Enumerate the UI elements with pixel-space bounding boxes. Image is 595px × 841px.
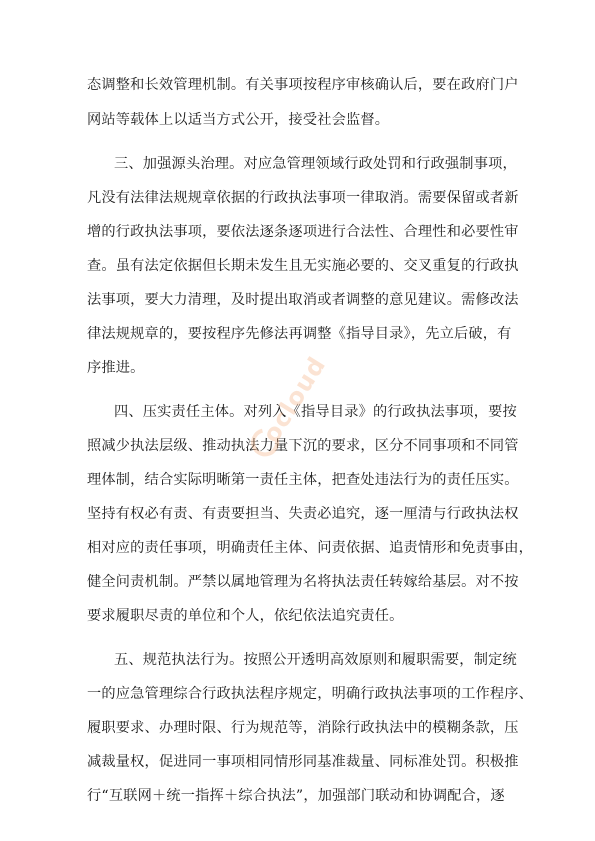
body-text-line: 坚持有权必有责、有责要担当、失责必追究，逐一厘清与行政执法权 — [87, 506, 519, 522]
paragraph-4-heading-line: 四、压实责任主体。对列入《指导目录》的行政执法事项，要按 — [114, 404, 517, 420]
body-text-line: 履职要求、办理时限、行为规范等，消除行政执法中的模糊条款，压 — [87, 720, 519, 736]
body-text-line: 序推进。 — [87, 360, 145, 376]
body-text-line: 法事项，要大力清理，及时提出取消或者调整的意见建议。需修改法 — [87, 292, 519, 308]
body-text-line: 要求履职尽责的单位和个人，依纪依法追究责任。 — [87, 608, 404, 624]
body-text-line: 照减少执法层级、推动执法力量下沉的要求，区分不同事项和不同管 — [87, 438, 519, 454]
body-text-line: 网站等载体上以适当方式公开，接受社会监督。 — [87, 112, 390, 128]
body-text-line: 凡没有法律法规规章依据的行政执法事项一律取消。需要保留或者新 — [87, 190, 519, 206]
paragraph-5-heading-line: 五、规范执法行为。按照公开透明高效原则和履职需要，制定统 — [114, 652, 517, 668]
body-text-line: 律法规规章的，要按程序先修法再调整《指导目录》，先立后破，有 — [87, 326, 512, 342]
paragraph-3-heading-line: 三、加强源头治理。对应急管理领域行政处罚和行政强制事项， — [114, 156, 517, 172]
body-text-line: 态调整和长效管理机制。有关事项按程序审核确认后，要在政府门户 — [87, 77, 519, 93]
body-text-line: 健全问责机制。严禁以属地管理为名将执法责任转嫁给基层。对不按 — [87, 574, 519, 590]
body-text-line: 一的应急管理综合行政执法程序规定，明确行政执法事项的工作程序、 — [87, 686, 534, 702]
body-text-line: 增的行政执法事项，要依法逐条逐项进行合法性、合理性和必要性审 — [87, 224, 519, 240]
body-text-line: 行“互联网＋统一指挥＋综合执法”，加强部门联动和协调配合，逐 — [87, 788, 505, 804]
watermark-text: ocloud — [257, 351, 332, 448]
body-text-line: 查。虽有法定依据但长期未发生且无实施必要的、交叉重复的行政执 — [87, 258, 519, 274]
body-text-line: 减裁量权，促进同一事项相同情形同基准裁量、同标准处罚。积极推 — [87, 754, 519, 770]
body-text-line: 理体制，结合实际明晰第一责任主体，把查处违法行为的责任压实。 — [87, 472, 519, 488]
body-text-line: 相对应的责任事项，明确责任主体、问责依据、追责情形和免责事由， — [87, 540, 534, 556]
